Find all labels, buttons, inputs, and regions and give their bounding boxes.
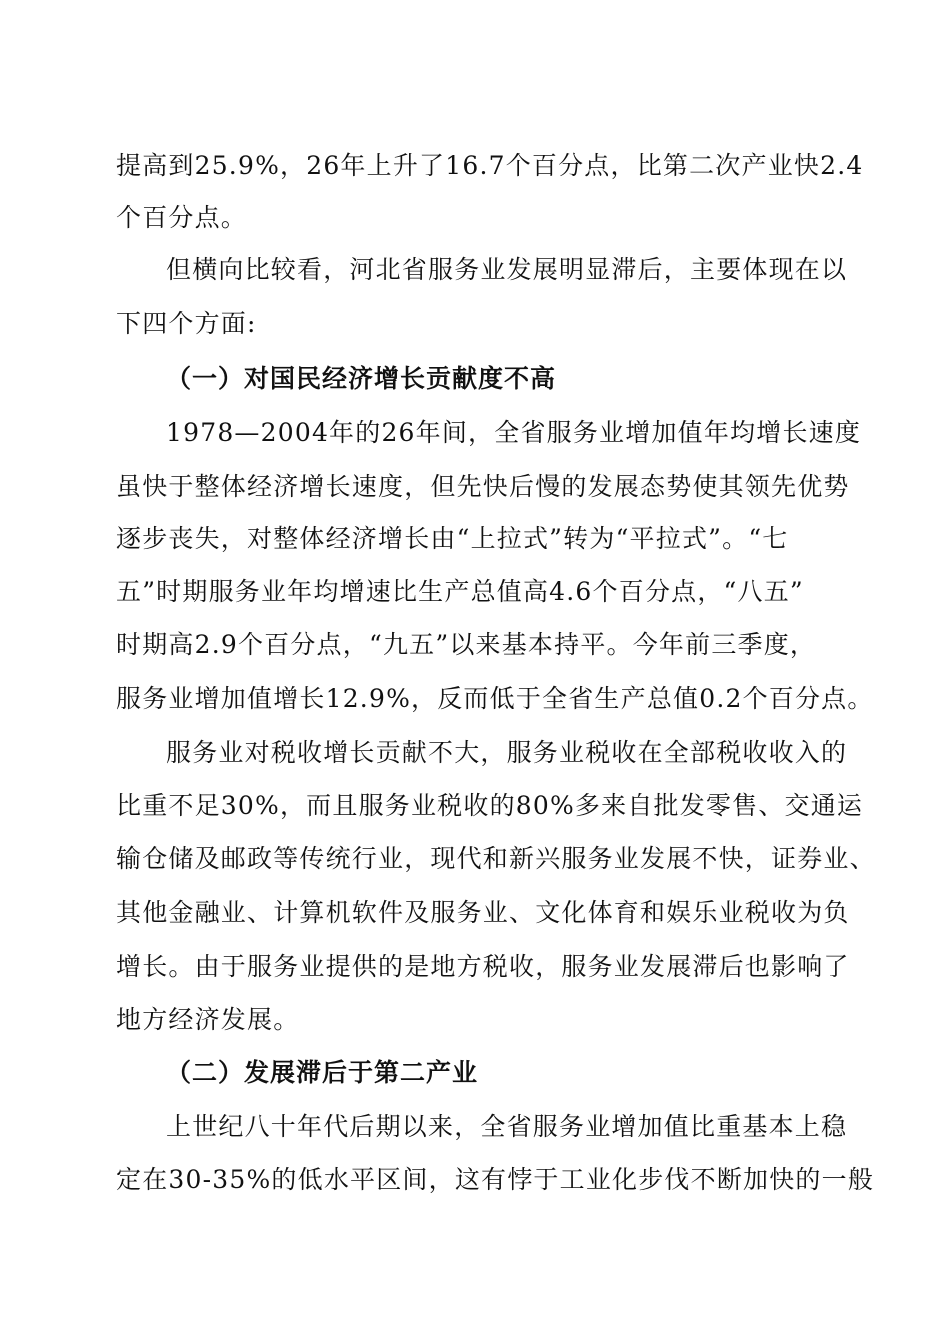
paragraph-line: 其他金融业、计算机软件及服务业、文化体育和娱乐业税收为负 [116, 898, 850, 927]
paragraph-line: 上世纪八十年代后期以来，全省服务业增加值比重基本上稳 [166, 1112, 848, 1141]
paragraph-line: 提高到25.9%，26年上升了16.7个百分点，比第二次产业快2.4 [116, 151, 864, 180]
paragraph-line: 服务业对税收增长贡献不大，服务业税收在全部税收收入的 [166, 738, 848, 767]
paragraph-line: 下四个方面: [116, 309, 257, 338]
paragraph-line: 服务业增加值增长12.9%，反而低于全省生产总值0.2个百分点。 [116, 684, 874, 713]
paragraph-line: 个百分点。 [116, 203, 248, 232]
paragraph-line: 输仓储及邮政等传统行业，现代和新兴服务业发展不快，证券业、 [116, 844, 876, 873]
paragraph-line: 但横向比较看，河北省服务业发展明显滞后，主要体现在以 [166, 255, 848, 284]
section-heading-2: （二）发展滞后于第二产业 [166, 1058, 479, 1087]
paragraph-line: 增长。由于服务业提供的是地方税收，服务业发展滞后也影响了 [116, 952, 850, 981]
paragraph-line: 比重不足30%，而且服务业税收的80%多来自批发零售、交通运 [116, 791, 864, 820]
paragraph-line: 定在30-35%的低水平区间，这有悖于工业化步伐不断加快的一般 [116, 1165, 875, 1194]
paragraph-line: 虽快于整体经济增长速度，但先快后慢的发展态势使其领先优势 [116, 472, 850, 501]
paragraph-line: 逐步丧失，对整体经济增长由“上拉式”转为“平拉式”。“七 [116, 524, 789, 553]
paragraph-line: 时期高2.9个百分点，“九五”以来基本持平。今年前三季度， [116, 630, 817, 659]
paragraph-line: 五”时期服务业年均增速比生产总值高4.6个百分点，“八五” [116, 577, 804, 606]
paragraph-line: 1978—2004年的26年间，全省服务业增加值年均增长速度 [166, 418, 862, 447]
section-heading-1: （一）对国民经济增长贡献度不高 [166, 364, 557, 393]
paragraph-line: 地方经济发展。 [116, 1005, 300, 1034]
